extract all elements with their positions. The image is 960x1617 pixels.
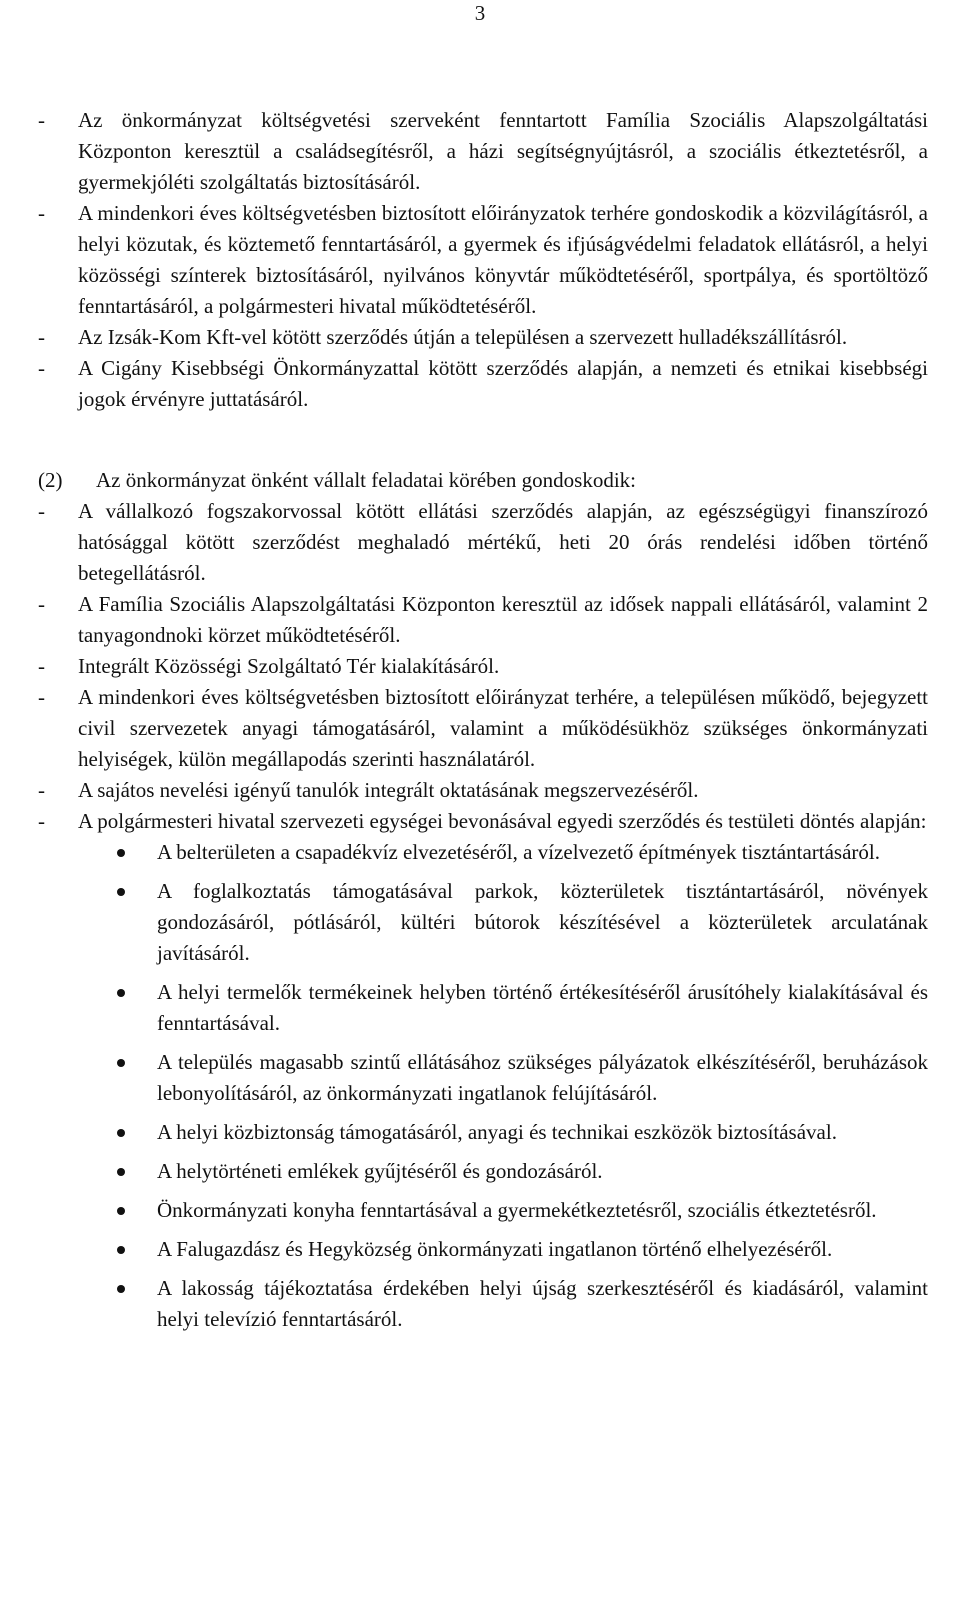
bullet-icon [115,837,157,868]
dash-marker: - [38,685,45,709]
bullet-icon [115,1156,157,1187]
bullet-item [115,837,928,868]
page-number: 3 [474,1,486,25]
list-item-text: Az Izsák-Kom Kft-vel kötött szerződés útján a településen a szervezett hulladékszállításról. [78,325,848,349]
dash-marker: - [38,325,45,349]
bullet-list [115,837,928,1335]
bullet-icon [115,1273,157,1335]
bullet-item [115,1273,928,1335]
list-item-text: A sajátos nevelési igényű tanulók integrált oktatásának megszervezéséről. [78,778,699,802]
bullet-text: A település magasabb szintű ellátásához szükséges pályázatok elkészítéséről, beruházások lebonyolításáról, az önkormányzati ingatlanok felújításáról. [157,1050,928,1105]
bullet-icon [115,977,157,1039]
bullet-text: Önkormányzati konyha fenntartásával a gyermekétkeztetésről, szociális étkeztetésről. [157,1198,877,1222]
bullet-item [115,1156,928,1187]
list-item [38,105,928,198]
section-2 [38,465,928,1335]
bullet-item [115,1234,928,1265]
list-item-text: Az önkormányzat költségvetési szerveként fenntartott Família Szociális Alapszolgáltatási Központon keresztül a családsegítésről, a házi segítségnyújtásról, a szociális étkeztetésről, a gyermekjóléti szolgáltatás biztosításáról. [78,108,928,194]
dash-marker: - [38,592,45,616]
bullet-icon [115,876,157,969]
list-item [38,682,928,775]
bullet-icon [115,1195,157,1226]
dash-marker: - [38,499,45,523]
section-spacer [38,415,928,465]
dash-marker: - [38,201,45,225]
list-item [38,775,928,806]
bullet-item [115,1047,928,1109]
section-number: (2) [38,468,63,492]
list-item-text: A Família Szociális Alapszolgáltatási Központon keresztül az idősek nappali ellátásáról, valamint 2 tanyagondnoki körzet működtetéséről. [78,592,928,647]
section-heading: Az önkormányzat önként vállalt feladatai körében gondoskodik: [96,468,637,492]
list-item [38,651,928,682]
bullet-item [115,876,928,969]
dash-marker: - [38,809,45,833]
bullet-item [115,977,928,1039]
bullet-text: A foglalkoztatás támogatásával parkok, közterületek tisztántartásáról, növények gondozásáról, pótlásáról, kültéri bútorok készítésével a közterületek arculatának javításáról. [157,879,928,965]
bullet-text: A lakosság tájékoztatása érdekében helyi újság szerkesztéséről és kiadásáról, valamint helyi televízió fenntartásáról. [157,1276,928,1331]
bullet-icon [115,1117,157,1148]
list-item [38,353,928,415]
list-item [38,806,928,837]
dash-marker: - [38,356,45,380]
dash-marker: - [38,654,45,678]
dash-marker: - [38,108,45,132]
list-item [38,198,928,322]
list-item [38,322,928,353]
list-item-text: A mindenkori éves költségvetésben biztosított előirányzat terhére, a településen működő, bejegyzett civil szervezetek anyagi támogatásáról, valamint a működésükhöz szükséges önkormányzati helyiségek, külön megállapodás szerinti használatáról. [78,685,928,771]
bullet-icon [115,1047,157,1109]
document-body [38,105,928,1343]
bullet-text: A helytörténeti emlékek gyűjtéséről és gondozásáról. [157,1159,603,1183]
list-item-text: Integrált Közösségi Szolgáltató Tér kialakításáról. [78,654,500,678]
section-1 [38,105,928,415]
dash-marker: - [38,778,45,802]
list-item-text: A vállalkozó fogszakorvossal kötött ellátási szerződés alapján, az egészségügyi finanszírozó hatósággal kötött szerződést meghaladó mértékű, heti 20 órás rendelési időben történő betegellátásról. [78,499,928,585]
list-item-text: A mindenkori éves költségvetésben biztosított előirányzatok terhére gondoskodik a közvilágításról, a helyi közutak, és köztemető fenntartásáról, a gyermek és ifjúságvédelmi feladatok ellátásról, a helyi közösségi színterek biztosításáról, nyilvános könyvtár működtetéséről, sportpálya, és sportöltöző fenntartásáról, a polgármesteri hivatal működtetéséről. [78,201,928,318]
list-item-text: A polgármesteri hivatal szervezeti egységei bevonásával egyedi szerződés és testületi döntés alapján: [78,809,927,833]
bullet-text: A belterületen a csapadékvíz elvezetéséről, a vízelvezető építmények tisztántartásáról. [157,840,880,864]
section-header [38,465,928,496]
bullet-icon [115,1234,157,1265]
bullet-text: A helyi közbiztonság támogatásáról, anyagi és technikai eszközök biztosításával. [157,1120,837,1144]
list-item-text: A Cigány Kisebbségi Önkormányzattal kötött szerződés alapján, a nemzeti és etnikai kisebbségi jogok érvényre juttatásáról. [78,356,928,411]
list-item [38,589,928,651]
bullet-item [115,1117,928,1148]
bullet-item [115,1195,928,1226]
bullet-text: A helyi termelők termékeinek helyben történő értékesítéséről árusítóhely kialakításával és fenntartásával. [157,980,928,1035]
bullet-text: A Falugazdász és Hegyközség önkormányzati ingatlanon történő elhelyezéséről. [157,1237,833,1261]
list-item [38,496,928,589]
